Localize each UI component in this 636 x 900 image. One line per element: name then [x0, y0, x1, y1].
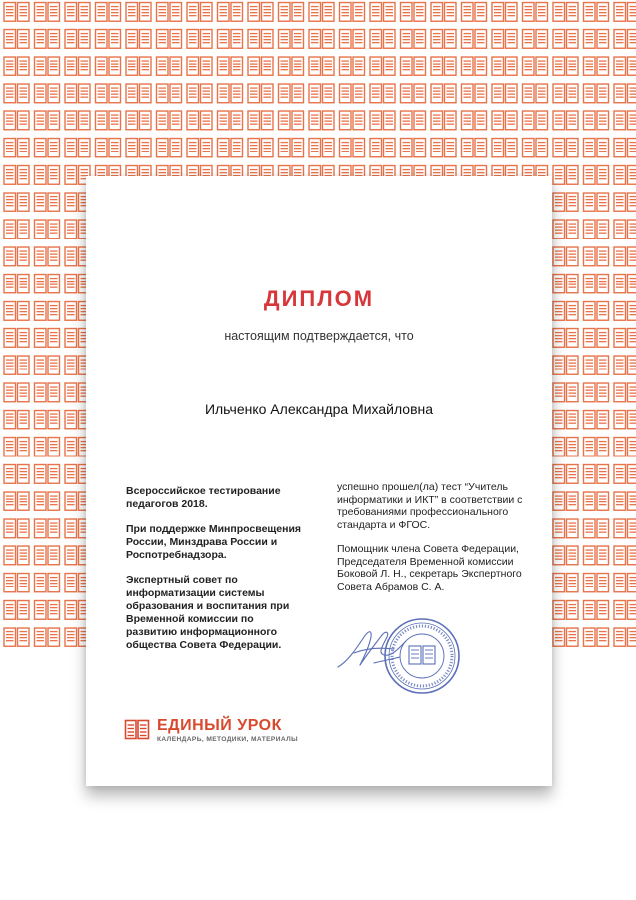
recipient-name: Ильченко Александра Михайловна	[204, 401, 434, 417]
diploma-sheet	[86, 176, 552, 786]
organizer-info	[126, 485, 306, 664]
logo-tagline: КАЛЕНДАРЬ, МЕТОДИКИ, МАТЕРИАЛЫ	[157, 736, 298, 743]
diploma-subtitle: настоящим подтверждается, что	[224, 329, 414, 343]
council-paragraph: Экспертный совет по информатизации системы образования и воспитания при Временной комиссии по развитию информационного общества Совета Федерации.	[126, 574, 290, 651]
support-paragraph: При поддержке Минпросвещения России, Минздрава России и Роспотребнадзора.	[126, 523, 302, 561]
result-info	[337, 481, 537, 605]
edinyi-urok-logo	[124, 716, 364, 746]
logo-name: ЕДИНЫЙ УРОК	[157, 717, 282, 734]
signatory-paragraph: Помощник члена Совета Федерации, Председателя Временной комиссии Боковой Л. Н., секретарь Экспертного Совета Абрамов С. А.	[337, 543, 522, 593]
stamp-seal-icon	[382, 616, 462, 696]
result-paragraph: успешно прошел(ла) тест “Учитель информатики и ИКТ” в соответствии с требованиями профессионального стандарта и ФГОС.	[337, 481, 523, 531]
diploma-title: ДИПЛОМ	[263, 286, 375, 311]
book-icon	[124, 719, 150, 741]
event-paragraph: Всероссийское тестирование педагогов 2018.	[126, 485, 281, 510]
